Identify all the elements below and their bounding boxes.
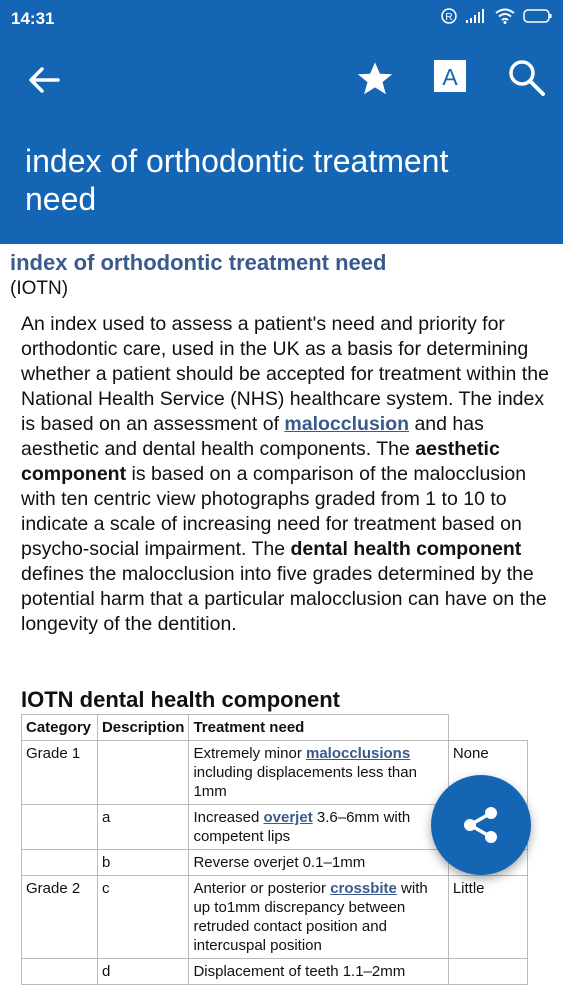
svg-text:A: A xyxy=(442,64,458,90)
share-button[interactable] xyxy=(431,775,531,875)
category-cell xyxy=(22,805,98,850)
column-header: Category xyxy=(22,715,98,741)
treatment-cell: Reverse overjet 0.1–1mm xyxy=(189,850,448,876)
term-aesthetic-component: aesthetic component xyxy=(21,438,500,485)
table-title: IOTN dental health component xyxy=(21,687,341,712)
search-icon[interactable] xyxy=(505,56,547,98)
status-icons xyxy=(441,8,553,24)
battery-icon xyxy=(523,8,553,24)
description-cell: a xyxy=(97,805,189,850)
description-cell xyxy=(97,741,189,805)
column-header-empty xyxy=(448,715,527,741)
description-cell: b xyxy=(97,850,189,876)
font-size-icon[interactable] xyxy=(434,60,466,92)
treatment-cell: Extremely minor malocclusions including displacements less than 1mm xyxy=(189,741,448,805)
link-crossbite[interactable]: crossbite xyxy=(330,880,397,897)
column-header: Description xyxy=(97,715,189,741)
link-malocclusion[interactable]: malocclusion xyxy=(284,413,410,435)
wifi-icon xyxy=(495,8,515,24)
description-cell: d xyxy=(97,959,189,985)
app-bar xyxy=(0,38,563,244)
category-cell: Grade 2 xyxy=(22,876,98,959)
star-icon[interactable] xyxy=(354,58,396,100)
description-cell: c xyxy=(97,876,189,959)
category-cell xyxy=(22,959,98,985)
page-title: index of orthodontic treatment need xyxy=(25,143,449,217)
table-row xyxy=(22,959,528,985)
definition-text: An index used to assess a patient's need and priority for orthodontic care, used in the UK as a basis for determining whether a patient should be accepted for treatment within the National Health Service (NHS) healthcare system. The index is based on an assessment of xyxy=(21,313,549,435)
status-bar xyxy=(0,0,563,38)
registered-icon xyxy=(441,8,457,24)
need-cell: None xyxy=(448,741,527,805)
entry-headword: index of orthodontic treatment need xyxy=(10,250,387,275)
share-icon xyxy=(459,803,503,847)
signal-icon xyxy=(465,8,487,24)
svg-text:R: R xyxy=(445,12,453,23)
definition-text: defines the malocclusion into five grades determined by the potential harm that a particular malocclusion can have on the longevity of the dentition. xyxy=(21,563,547,635)
treatment-cell: Anterior or posterior crossbite with up to1mm discrepancy between retruded contact position and intercuspal position xyxy=(189,876,448,959)
category-cell: Grade 1 xyxy=(22,741,98,805)
status-time: 14:31 xyxy=(11,9,55,28)
entry-definition xyxy=(21,312,551,637)
definition-text: and has aesthetic and dental health components. The xyxy=(21,413,484,460)
definition-text: is based on a comparison of the malocclusion with ten centric view photographs graded from 1 to 10 to indicate a scale of increasing need for treatment based on psycho-social impairment. The xyxy=(21,463,527,560)
category-cell xyxy=(22,850,98,876)
term-dental-health-component: dental health component xyxy=(290,538,522,560)
treatment-cell: Increased overjet 3.6–6mm with competent lips xyxy=(189,805,448,850)
arrow-left-icon[interactable] xyxy=(24,60,64,100)
link-overjet[interactable]: overjet xyxy=(263,809,313,826)
table-header-row xyxy=(22,715,528,741)
link-malocclusions[interactable]: malocclusions xyxy=(305,745,411,762)
entry-abbreviation: (IOTN) xyxy=(10,278,69,299)
need-cell: Little xyxy=(448,876,527,959)
table-row xyxy=(22,876,528,959)
need-cell xyxy=(448,959,527,985)
treatment-cell: Displacement of teeth 1.1–2mm xyxy=(189,959,448,985)
column-header: Treatment need xyxy=(189,715,448,741)
